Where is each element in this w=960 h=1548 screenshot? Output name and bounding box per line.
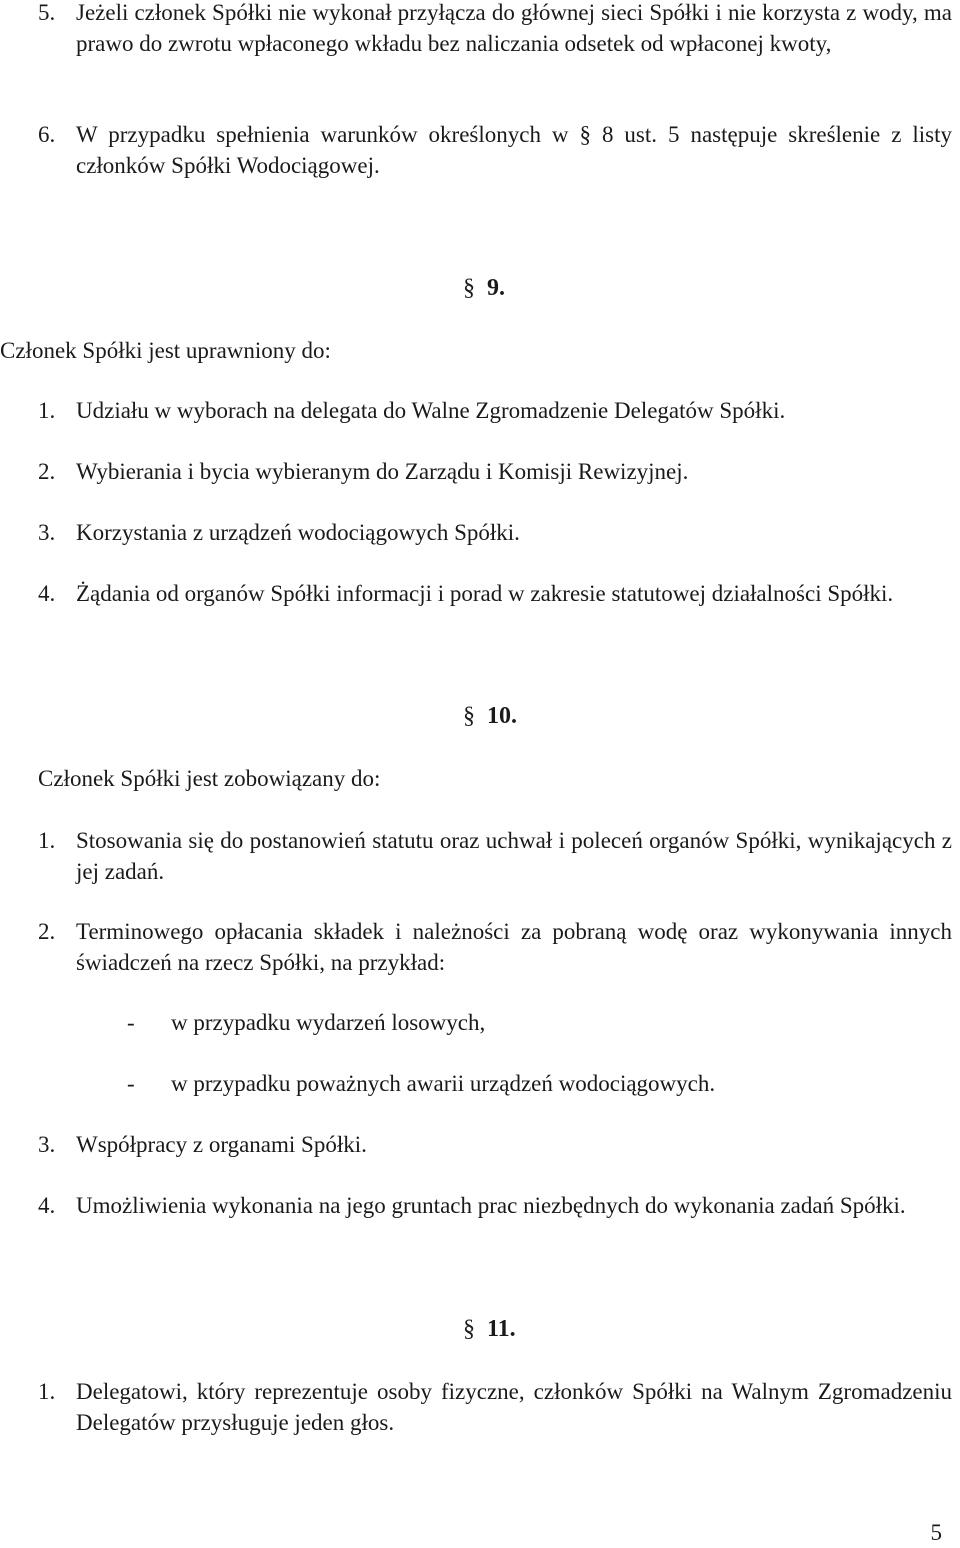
- list-item: [38, 1376, 952, 1438]
- item-number: 4.: [38, 581, 56, 606]
- item-text: Jeżeli członek Spółki nie wykonał przyłącza do głównej sieci Spółki i nie korzysta z wody, ma prawo do zwrotu wpłaconego wkładu bez naliczania odsetek od wpłaconej kwoty,: [76, 0, 952, 56]
- sub-item-text: w przypadku wydarzeń losowych,: [171, 1010, 486, 1035]
- item-text: Wybierania i bycia wybieranym do Zarządu i Komisji Rewizyjnej.: [76, 459, 689, 484]
- list-item: [38, 456, 952, 487]
- list-item: [38, 1190, 952, 1221]
- sub-list-item: [127, 1068, 715, 1099]
- item-text: Umożliwienia wykonania na jego gruntach prac niezbędnych do wykonania zadań Spółki.: [76, 1193, 906, 1218]
- item-text: Terminowego opłacania składek i należności za pobraną wodę oraz wykonywania innych świadczeń na rzecz Spółki, na przykład:: [76, 919, 952, 975]
- dash-bullet: -: [127, 1010, 135, 1035]
- section-intro: Członek Spółki jest uprawniony do:: [0, 338, 331, 363]
- item-text: Delegatowi, który reprezentuje osoby fizyczne, członków Spółki na Walnym Zgromadzeniu Delegatów przysługuje jeden głos.: [76, 1379, 952, 1435]
- section-heading-9: [463, 273, 505, 304]
- item-number: 1.: [38, 828, 56, 853]
- section-number: 10.: [487, 703, 517, 729]
- list-item: [38, 0, 952, 59]
- item-text: Współpracy z organami Spółki.: [76, 1132, 367, 1157]
- item-number: 3.: [38, 520, 56, 545]
- section-symbol: §: [463, 1316, 475, 1342]
- sub-list-item: [127, 1007, 485, 1038]
- list-item: [38, 395, 952, 426]
- item-number: 6.: [38, 122, 56, 147]
- item-text: Udziału w wyborach na delegata do Walne Zgromadzenie Delegatów Spółki.: [76, 398, 786, 423]
- item-text: Stosowania się do postanowień statutu oraz uchwał i poleceń organów Spółki, wynikających z jej zadań.: [76, 828, 952, 884]
- section-number: 11.: [487, 1316, 516, 1342]
- list-item: [38, 517, 952, 548]
- section-symbol: §: [463, 703, 475, 729]
- list-item: [38, 1129, 952, 1160]
- section-symbol: §: [463, 275, 475, 301]
- item-number: 4.: [38, 1193, 56, 1218]
- item-text: W przypadku spełnienia warunków określonych w § 8 ust. 5 następuje skreślenie z listy członków Spółki Wodociągowej.: [76, 122, 952, 178]
- section-heading-11: [463, 1314, 516, 1345]
- item-number: 1.: [38, 1379, 56, 1404]
- page-number: 5: [930, 1520, 942, 1545]
- sub-item-text: w przypadku poważnych awarii urządzeń wodociągowych.: [171, 1071, 716, 1096]
- section-heading-10: [463, 701, 517, 732]
- item-number: 3.: [38, 1132, 56, 1157]
- list-item: [38, 578, 952, 609]
- list-item: [38, 916, 952, 978]
- item-text: Żądania od organów Spółki informacji i porad w zakresie statutowej działalności Spółki.: [76, 581, 894, 606]
- dash-bullet: -: [127, 1071, 135, 1096]
- item-number: 2.: [38, 459, 56, 484]
- section-number: 9.: [487, 275, 505, 301]
- item-number: 1.: [38, 398, 56, 423]
- section-intro: Członek Spółki jest zobowiązany do:: [38, 766, 381, 791]
- item-number: 5.: [38, 0, 56, 25]
- list-item: [38, 119, 952, 181]
- list-item: [38, 825, 952, 887]
- item-text: Korzystania z urządzeń wodociągowych Spółki.: [76, 520, 520, 545]
- item-number: 2.: [38, 919, 56, 944]
